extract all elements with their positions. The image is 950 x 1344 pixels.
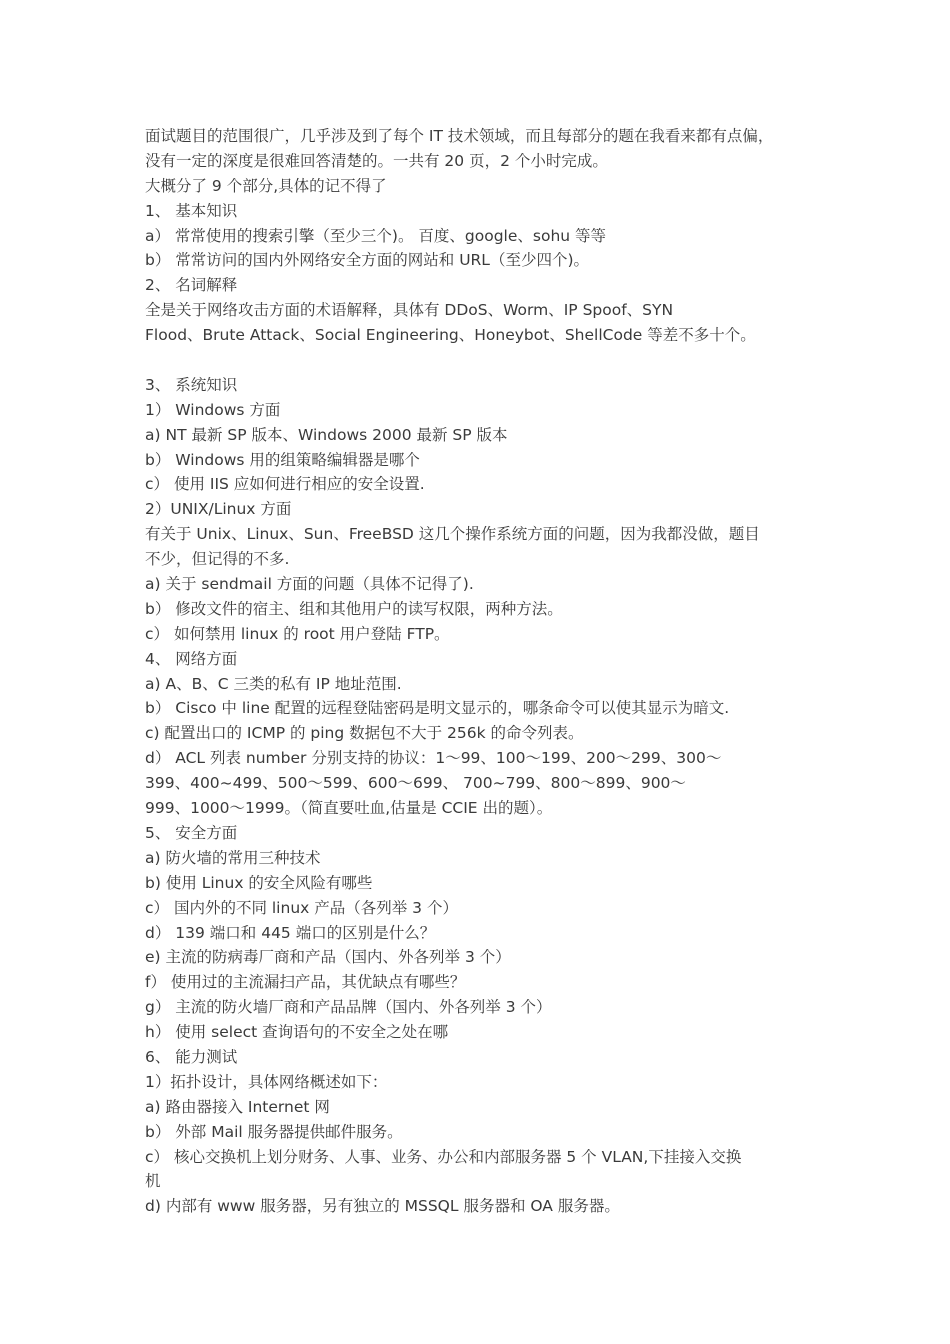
text-line: 没有一定的深度是很难回答清楚的。一共有 20 页，2 个小时完成。	[145, 151, 608, 170]
text-line: h） 使用 select 查询语句的不安全之处在哪	[145, 1023, 449, 1042]
text-line: d) 内部有 www 服务器，另有独立的 MSSQL 服务器和 OA 服务器。	[145, 1197, 620, 1216]
text-line: a) 路由器接入 Internet 网	[145, 1097, 330, 1116]
document-body	[145, 124, 825, 1219]
text-line: b） 常常访问的国内外网络安全方面的网站和 URL（至少四个)。	[145, 251, 589, 270]
text-line: Flood、Brute Attack、Social Engineering、Honeybot、ShellCode 等差不多十个。	[145, 326, 756, 345]
text-line: g） 主流的防火墙厂商和产品品牌（国内、外各列举 3 个）	[145, 998, 552, 1017]
text-line: a) 关于 sendmail 方面的问题（具体不记得了).	[145, 575, 474, 594]
text-line: c） 如何禁用 linux 的 root 用户登陆 FTP。	[145, 624, 450, 643]
blank-line	[145, 348, 825, 373]
text-line: 1） Windows 方面	[145, 400, 281, 419]
text-line: 全是关于网络攻击方面的术语解释，具体有 DDoS、Worm、IP Spoof、SYN	[145, 301, 674, 320]
text-line: 机	[145, 1172, 161, 1191]
text-line: c） 国内外的不同 linux 产品（各列举 3 个）	[145, 898, 458, 917]
text-line: 3、 系统知识	[145, 375, 238, 394]
text-line: 不少，但记得的不多.	[145, 550, 290, 569]
text-line: 399、400~499、500～599、600～699、 700~799、800～899、900～	[145, 774, 686, 793]
text-line: 大概分了 9 个部分,具体的记不得了	[145, 176, 387, 195]
text-line: c） 核心交换机上划分财务、人事、业务、办公和内部服务器 5 个 VLAN,下挂接入交换	[145, 1147, 742, 1166]
text-line: 有关于 Unix、Linux、Sun、FreeBSD 这几个操作系统方面的问题，因为我都没做，题目	[145, 525, 760, 544]
text-line: b） 修改文件的宿主、组和其他用户的读写权限，两种方法。	[145, 599, 563, 618]
text-line: a） 常常使用的搜索引擎（至少三个)。 百度、google、sohu 等等	[145, 226, 607, 245]
text-line: 999、1000～1999。（简直要吐血,估量是 CCIE 出的题）。	[145, 799, 553, 818]
text-line: a) 防火墙的常用三种技术	[145, 848, 321, 867]
text-line: 5、 安全方面	[145, 823, 238, 842]
text-line: e) 主流的防病毒厂商和产品（国内、外各列举 3 个）	[145, 948, 511, 967]
text-line: a) A、B、C 三类的私有 IP 地址范围.	[145, 674, 402, 693]
text-line: d） 139 端口和 445 端口的区别是什么？	[145, 923, 436, 942]
text-line: b） Windows 用的组策略编辑器是哪个	[145, 450, 420, 469]
text-line: 面试题目的范围很广，几乎涉及到了每个 IT 技术领域，而且每部分的题在我看来都有点偏，	[145, 127, 774, 145]
text-line: 1）拓扑设计，具体网络概述如下：	[145, 1072, 388, 1091]
text-line: c) 配置出口的 ICMP 的 ping 数据包不大于 256k 的命令列表。	[145, 724, 584, 743]
text-line: b） 外部 Mail 服务器提供邮件服务。	[145, 1122, 403, 1141]
text-line: f） 使用过的主流漏扫产品，其优缺点有哪些？	[145, 973, 466, 992]
text-line: c） 使用 IIS 应如何进行相应的安全设置.	[145, 475, 425, 494]
text-line: 2）UNIX/Linux 方面	[145, 500, 292, 519]
text-line: 6、 能力测试	[145, 1047, 238, 1066]
text-line: a) NT 最新 SP 版本、Windows 2000 最新 SP 版本	[145, 425, 508, 444]
text-line: 1、 基本知识	[145, 201, 238, 220]
text-line: b） Cisco 中 line 配置的远程登陆密码是明文显示的，哪条命令可以使其显示为暗文.	[145, 699, 730, 718]
text-line: d） ACL 列表 number 分别支持的协议：1～99、100～199、200～299、300～	[145, 749, 722, 768]
text-line: 4、 网络方面	[145, 649, 238, 668]
text-line: b) 使用 Linux 的安全风险有哪些	[145, 873, 373, 892]
text-line: 2、 名词解释	[145, 276, 238, 295]
